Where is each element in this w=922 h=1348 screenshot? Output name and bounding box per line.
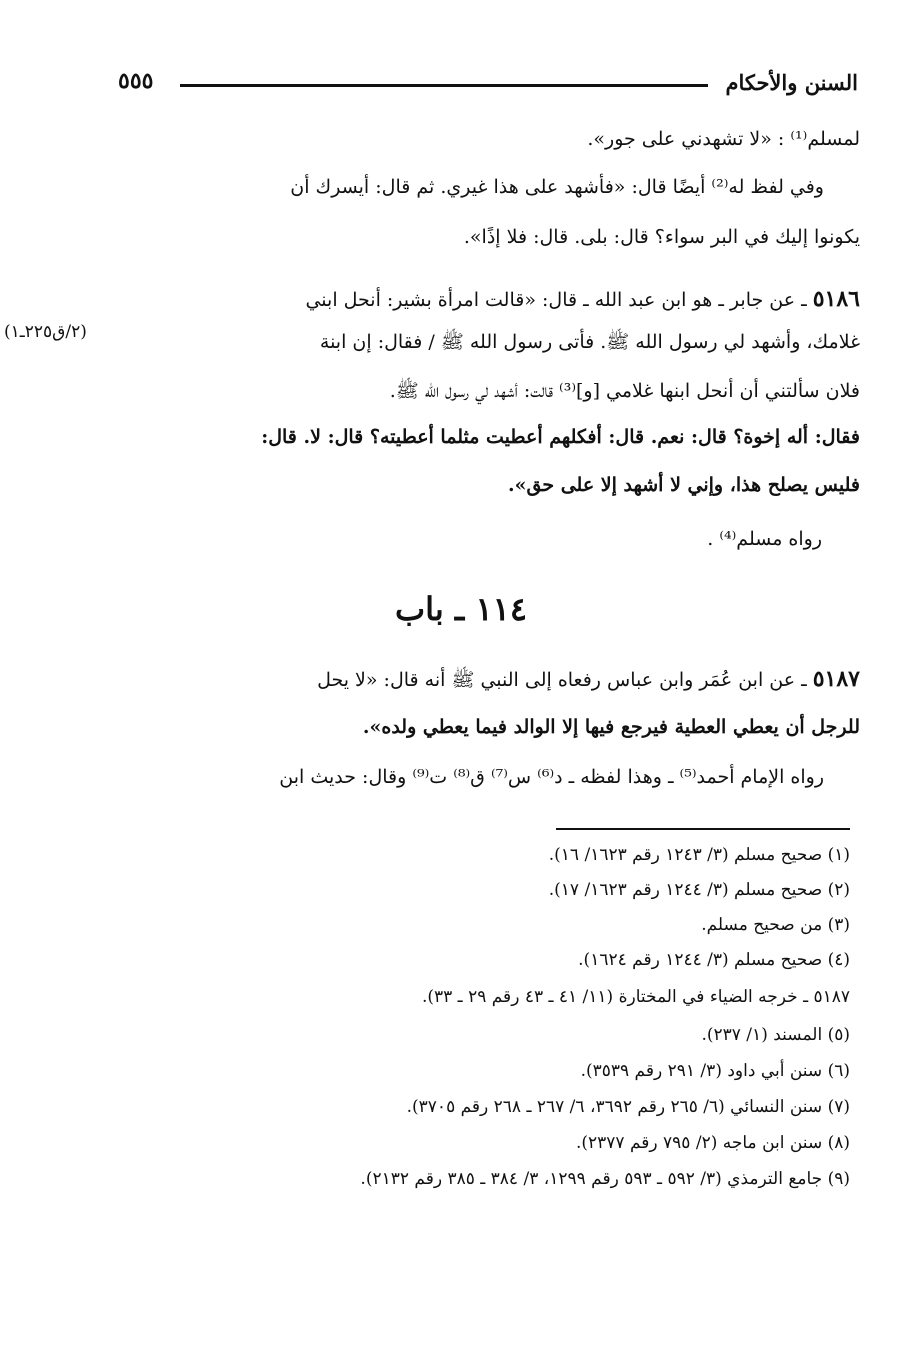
hadith-number-5187: ٥١٨٧ [812,666,860,692]
text-line-11: للرجل أن يعطي العطية فيرجع فيها إلا الوالد فيما يعطي ولده». [362,716,860,738]
text-line-7: فقال: أله إخوة؟ قال: نعم. قال: أفكلهم أعطيت مثلما أعطيته؟ قال: لا. قال: [261,426,860,448]
text-line-3: يكونوا إليك في البر سواء؟ قال: بلى. قال: فلا إذًا». [463,226,860,248]
narration-source-line: رواه مسلم⁽⁴⁾ . [707,528,822,550]
text-line-8: فليس يصلح هذا، وإني لا أشهد إلا على حق». [508,474,860,496]
manuscript-reference: (٢/ق٢٢٥ـ١) [4,322,87,342]
footnote-9: (٩) جامع الترمذي (٣/ ٥٩٢ ـ ٥٩٣ رقم ١٢٩٩، ٣/ ٣٨٤ ـ ٣٨٥ رقم ٢١٣٢). [360,1169,850,1189]
hadith-5187-first-line [60,664,860,695]
hadith-5186-text: ـ عن جابر ـ هو ابن عبد الله ـ قال: «قالت امرأة بشير: أنحل ابني [305,289,807,311]
running-title: السنن والأحكام [725,70,858,95]
footnote-3: (٣) من صحيح مسلم. [701,915,850,935]
hadith-number-5186: ٥١٨٦ [812,286,860,312]
footnote-8: (٨) سنن ابن ماجه (٢/ ٧٩٥ رقم ٢٣٧٧). [575,1133,850,1153]
footnote-separator [556,828,850,830]
footnote-5: (٥) المسند (١/ ٢٣٧). [701,1025,850,1045]
text-line-5: غلامك، وأشهد لي رسول الله ﷺ. فأتى رسول الله ﷺ / فقال: إن ابنة [319,331,860,353]
footnote-7: (٧) سنن النسائي (٦/ ٢٦٥ رقم ٣٦٩٢، ٦/ ٢٦٧ ـ ٢٦٨ رقم ٣٧٠٥). [406,1097,850,1117]
hadith-5186-first-line [60,284,860,315]
hadith-5187-text: ـ عن ابن عُمَر وابن عباس رفعاه إلى النبي ﷺ أنه قال: «لا يحل [317,669,807,691]
text-line-12: رواه الإمام أحمد⁽⁵⁾ ـ وهذا لفظه ـ د⁽⁶⁾ س⁽⁷⁾ ق⁽⁸⁾ ت⁽⁹⁾ وقال: حديث ابن [279,766,824,788]
footnote-1: (١) صحيح مسلم (٣/ ١٢٤٣ رقم ١٦٢٣/ ١٦). [548,845,850,865]
text-line-6: فلان سألتني أن أنحل ابنها غلامي [و]⁽³⁾ قالت: أشهد لي رسول الله ﷺ. [389,380,860,402]
text-line-1: لمسلم⁽¹⁾ : «لا تشهدني على جور». [587,128,860,150]
page-number: ٥٥٥ [118,68,154,94]
header-rule [180,84,708,87]
text-line-2: وفي لفظ له⁽²⁾ أيضًا قال: «فأشهد على هذا غيري. ثم قال: أيسرك أن [290,176,824,198]
page-header [118,62,858,106]
footnote-5187: ٥١٨٧ ـ خرجه الضياء في المختارة (١١/ ٤١ ـ ٤٣ رقم ٢٩ ـ ٣٣). [421,987,850,1007]
chapter-heading: ١١٤ ـ باب [395,590,527,628]
footnote-4: (٤) صحيح مسلم (٣/ ١٢٤٤ رقم ١٦٢٤). [578,950,850,970]
footnote-2: (٢) صحيح مسلم (٣/ ١٢٤٤ رقم ١٦٢٣/ ١٧). [548,880,850,900]
footnote-6: (٦) سنن أبي داود (٣/ ٢٩١ رقم ٣٥٣٩). [580,1061,850,1081]
